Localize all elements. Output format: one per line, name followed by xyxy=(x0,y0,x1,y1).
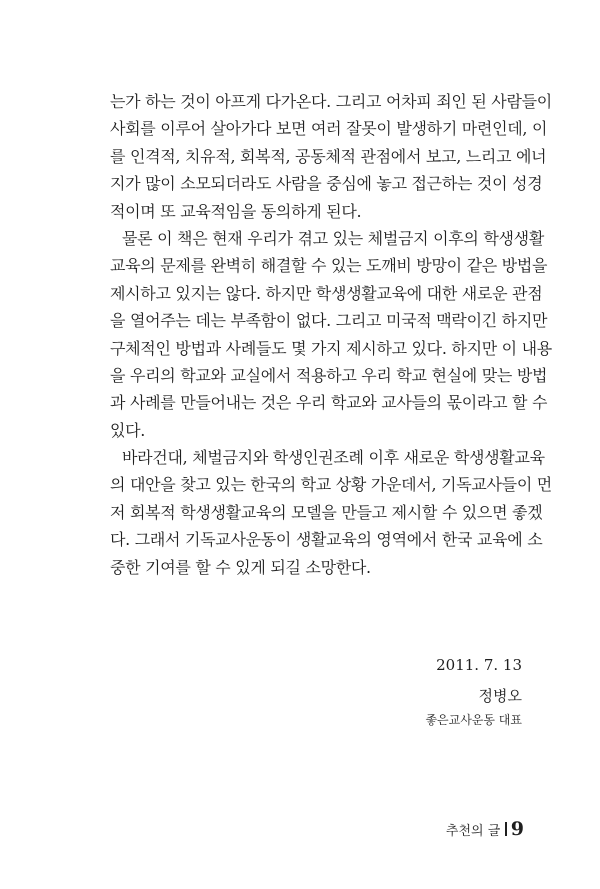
text-line: 다. 그래서 기독교사운동이 생활교육의 영역에서 한국 교육에 소 xyxy=(110,530,543,550)
text-line: 를 인격적, 치유적, 회복적, 공동체적 관점에서 보고, 느리고 에너 xyxy=(110,146,547,166)
page-number: 9 xyxy=(510,818,524,840)
text-line: 적이며 또 교육적임을 동의하게 된다. xyxy=(110,201,362,221)
signature-date: 2011. 7. 13 xyxy=(436,656,522,674)
text-line: 과 사례를 만들어내는 것은 우리 학교와 교사들의 몫이라고 할 수 xyxy=(110,393,548,413)
text-line: 물론 이 책은 현재 우리가 겪고 있는 체벌금지 이후의 학생생활 xyxy=(122,228,544,248)
text-line: 는가 하는 것이 아프게 다가온다. 그리고 어차피 죄인 된 사람들이 xyxy=(110,92,552,111)
text-line: 구체적인 방법과 사례들도 몇 가지 제시하고 있다. 하지만 이 내용 xyxy=(110,338,552,358)
footer-divider xyxy=(505,822,507,836)
body-text xyxy=(110,88,552,581)
text-line: 저 회복적 학생생활교육의 모델을 만들고 제시할 수 있으면 좋겠 xyxy=(110,502,543,522)
author-title: 좋은교사운동 대표 xyxy=(425,713,522,727)
text-line: 있다. xyxy=(110,420,146,440)
text-line: 바라건대, 체벌금지와 학생인권조례 이후 새로운 학생생활교육 xyxy=(122,448,545,468)
page-footer xyxy=(446,818,524,840)
section-title: 추천의 글 xyxy=(445,823,501,839)
text-line: 제시하고 있지는 않다. 하지만 학생생활교육에 대한 새로운 관점 xyxy=(110,283,543,303)
text-line: 을 열어주는 데는 부족함이 없다. 그리고 미국적 맥락이긴 하지만 xyxy=(110,311,548,331)
text-line: 을 우리의 학교와 교실에서 적용하고 우리 학교 현실에 맞는 방법 xyxy=(110,365,548,385)
text-line: 지가 많이 소모되더라도 사람을 중심에 놓고 접근하는 것이 성경 xyxy=(110,174,543,194)
author-name: 정병오 xyxy=(478,687,522,705)
text-line: 교육의 문제를 완벽히 해결할 수 있는 도깨비 방망이 같은 방법을 xyxy=(110,256,548,276)
text-line: 의 대안을 찾고 있는 한국의 학교 상황 가운데서, 기독교사들이 먼 xyxy=(110,475,552,495)
text-line: 중한 기여를 할 수 있게 되길 소망한다. xyxy=(110,557,371,577)
text-line: 사회를 이루어 살아가다 보면 여러 잘못이 발생하기 마련인데, 이 xyxy=(110,119,548,139)
